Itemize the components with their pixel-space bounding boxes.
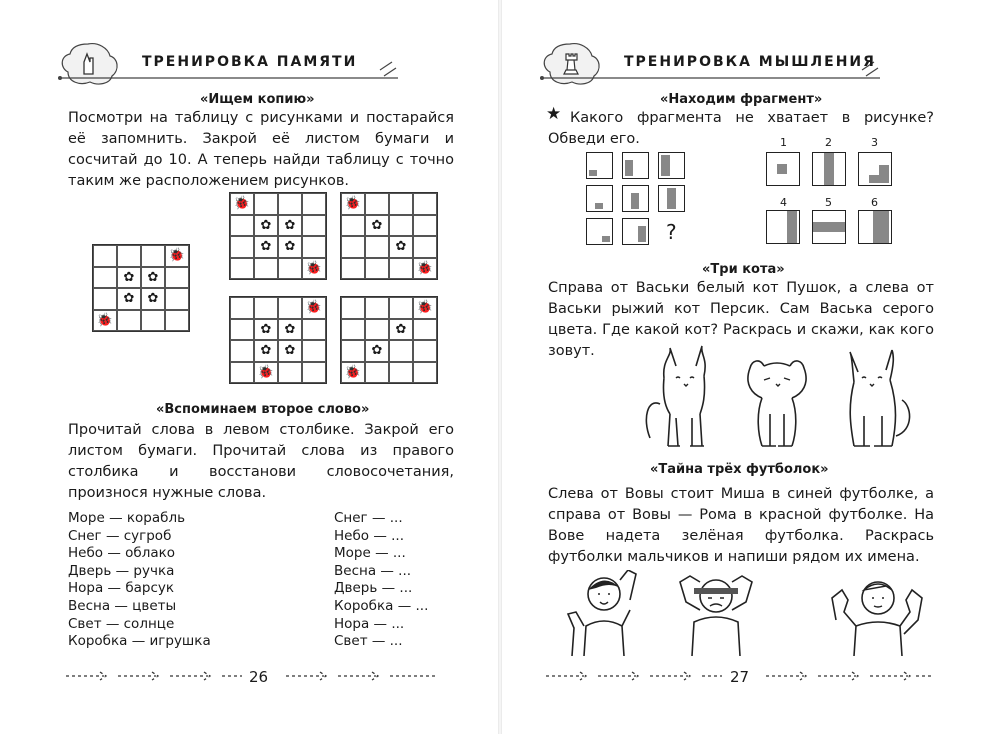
flower-icon: ✿: [389, 319, 413, 341]
option-fragment-4[interactable]: [766, 210, 800, 244]
option-grid-b[interactable]: [340, 192, 438, 280]
flower-icon: ✿: [278, 236, 302, 258]
word-prompt: Коробка — ...: [334, 597, 429, 614]
word-prompt: Весна — ...: [334, 562, 412, 579]
word-pair: Небо — облако: [68, 545, 176, 562]
option-fragment-5[interactable]: [812, 210, 846, 244]
right-header: [540, 40, 880, 86]
bug-icon: 🐞: [302, 297, 326, 319]
section-title-copy: «Ищем копию»: [200, 92, 315, 107]
cat-left-illustration: [642, 338, 722, 456]
page-number: 27: [730, 668, 750, 686]
footer-arrows-left: [66, 670, 246, 682]
bug-icon: 🐞: [341, 362, 365, 384]
flower-icon: ✿: [117, 288, 141, 310]
word-prompt: Свет — ...: [334, 633, 403, 650]
option-fragment-2[interactable]: [812, 152, 846, 186]
flower-icon: ✿: [278, 215, 302, 237]
page-title: ТРЕНИРОВКА ПАМЯТИ: [142, 54, 358, 70]
copy-instructions: Посмотри на таблицу с рисунками и постарайся её запомнить. Закрой её листом бумаги и сосчитай до 10. А теперь найди таблицу с точно таким же расположением рисунков.: [68, 110, 454, 189]
flower-icon: ✿: [254, 236, 278, 258]
option-grid-a[interactable]: [229, 192, 327, 280]
flower-icon: ✿: [141, 267, 165, 289]
option-number: 3: [871, 136, 878, 149]
option-number: 5: [825, 196, 832, 209]
flower-icon: ✿: [141, 288, 165, 310]
fragment-cell: [658, 185, 685, 212]
word-pair: Нора — барсук: [68, 580, 175, 597]
word-prompt: Дверь — ...: [334, 580, 413, 597]
option-number: 6: [871, 196, 878, 209]
fragment-cell: [658, 152, 685, 179]
word-pair: Коробка — игрушка: [68, 633, 211, 650]
section-title-cats: «Три кота»: [702, 262, 785, 277]
boy-left-illustration: [564, 570, 654, 656]
flower-icon: ✿: [254, 215, 278, 237]
flower-icon: ✿: [117, 267, 141, 289]
word-pairs-list: [68, 510, 211, 651]
right-page: [500, 0, 1000, 734]
option-number: 1: [780, 136, 787, 149]
word-prompt: Нора — ...: [334, 615, 405, 632]
option-fragment-6[interactable]: [858, 210, 892, 244]
bug-icon: 🐞: [413, 258, 437, 280]
bug-icon: 🐞: [230, 193, 254, 215]
missing-fragment: ?: [666, 220, 677, 244]
option-grid-c[interactable]: [229, 296, 327, 384]
fragment-instructions: Какого фрагмента не хватает в рисунке? Обведи его.: [548, 110, 934, 147]
cats-instructions: Справа от Васьки белый кот Пушок, а слева от Васьки рыжий кот Персик. Сам Васька серого цвета. Где какой кот? Раскрась и скажи, как кого зовут.: [548, 280, 934, 359]
fragment-cell: [622, 152, 649, 179]
flower-icon: ✿: [365, 215, 389, 237]
word-prompt: Снег — ...: [334, 510, 403, 526]
word-pair: Море — корабль: [68, 510, 186, 526]
section-title-second-word: «Вспоминаем второе слово»: [156, 402, 370, 417]
boy-middle-illustration: [666, 572, 766, 656]
cat-right-illustration: [840, 346, 920, 458]
flower-icon: ✿: [278, 319, 302, 341]
bug-icon: 🐞: [254, 362, 278, 384]
word-pair: Свет — солнце: [68, 615, 175, 632]
cat-middle-illustration: [742, 354, 812, 458]
option-number: 2: [825, 136, 832, 149]
boy-right-illustration: [826, 570, 926, 656]
option-fragment-1[interactable]: [766, 152, 800, 186]
word-pair: Весна — цветы: [68, 597, 177, 614]
flower-icon: ✿: [254, 340, 278, 362]
fragment-cell: [622, 185, 649, 212]
fragment-cell: [622, 218, 649, 245]
star-icon: ★: [546, 104, 562, 124]
word-prompt: Море — ...: [334, 545, 406, 562]
bug-icon: 🐞: [413, 297, 437, 319]
left-header: [58, 40, 398, 86]
word-pair: Дверь — ручка: [68, 562, 175, 579]
section-title-tshirts: «Тайна трёх футболок»: [650, 462, 829, 477]
option-fragment-3[interactable]: [858, 152, 892, 186]
word-prompts-list: [334, 510, 428, 651]
word-pair: Снег — сугроб: [68, 527, 172, 544]
flower-icon: ✿: [365, 340, 389, 362]
option-number: 4: [780, 196, 787, 209]
word-prompt: Небо — ...: [334, 527, 404, 544]
bug-icon: 🐞: [165, 245, 189, 267]
fragment-cell: [586, 152, 613, 179]
bug-icon: 🐞: [341, 193, 365, 215]
section-title-fragment: «Находим фрагмент»: [660, 92, 823, 107]
footer-arrows-right-2: [766, 670, 936, 682]
option-grid-d[interactable]: [340, 296, 438, 384]
flower-icon: ✿: [278, 340, 302, 362]
word-instructions: Прочитай слова в левом столбике. Закрой его листом бумаги. Прочитай слова из правого столбика и восстанови словосочетания, произнося нужные слова.: [68, 422, 454, 501]
tshirts-instructions: Слева от Вовы стоит Миша в синей футболке, а справа от Вовы — Рома в красной футболке. На Вове надета зелёная футболка. Раскрась футболки мальчиков и напиши рядом их имена.: [548, 486, 934, 565]
flower-icon: ✿: [389, 236, 413, 258]
page-number: 26: [249, 668, 269, 686]
bug-icon: 🐞: [93, 310, 117, 332]
bug-icon: 🐞: [302, 258, 326, 280]
footer-arrows-left-2: [286, 670, 446, 682]
page-title: ТРЕНИРОВКА МЫШЛЕНИЯ: [624, 54, 876, 70]
reference-grid: [92, 244, 190, 332]
flower-icon: ✿: [254, 319, 278, 341]
fragment-cell: [586, 218, 613, 245]
footer-arrows-right: [546, 670, 726, 682]
fragment-cell: [586, 185, 613, 212]
